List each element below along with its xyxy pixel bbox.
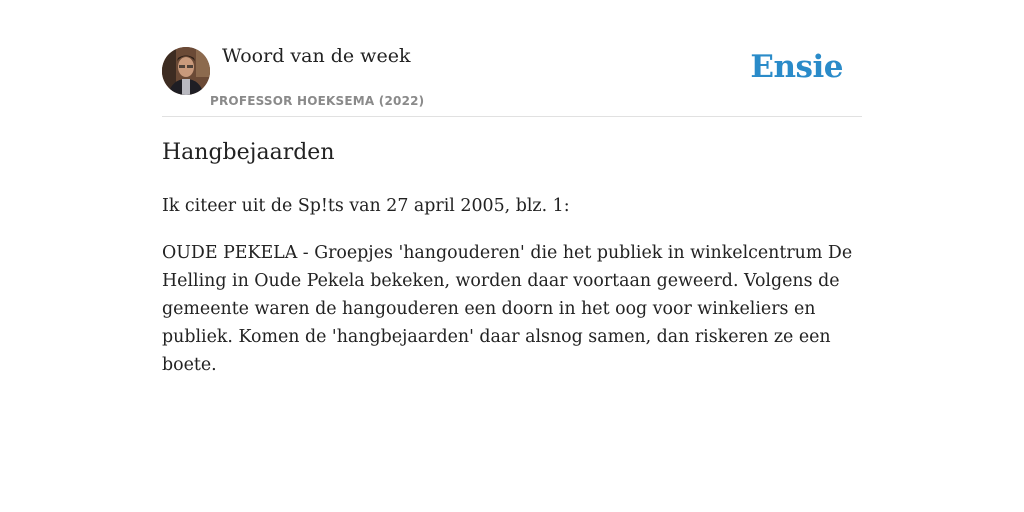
author-avatar[interactable]	[162, 47, 210, 95]
article-card	[162, 0, 862, 512]
collection-title-link[interactable]: Woord van de week	[222, 45, 411, 67]
article-paragraph: Ik citeer uit de Sp!ts van 27 april 2005, blz. 1:	[162, 196, 570, 216]
article-title: Hangbejaarden	[162, 140, 335, 165]
avatar-portrait-icon	[162, 47, 210, 95]
article-paragraph: OUDE PEKELA - Groepjes 'hangouderen' die het publiek in winkelcentrum De Helling in Oude Pekela bekeken, worden daar voortaan geweerd. Volgens de gemeente waren de hangouderen een doorn in het oog voor winkeliers en publiek. Komen de 'hangbejaarden' daar alsnog samen, dan riskeren ze een boete.	[162, 243, 853, 375]
author-label: PROFESSOR HOEKSEMA (2022)	[210, 94, 425, 108]
article-header	[162, 0, 862, 117]
ensie-logo[interactable]: Ensie	[750, 49, 843, 85]
